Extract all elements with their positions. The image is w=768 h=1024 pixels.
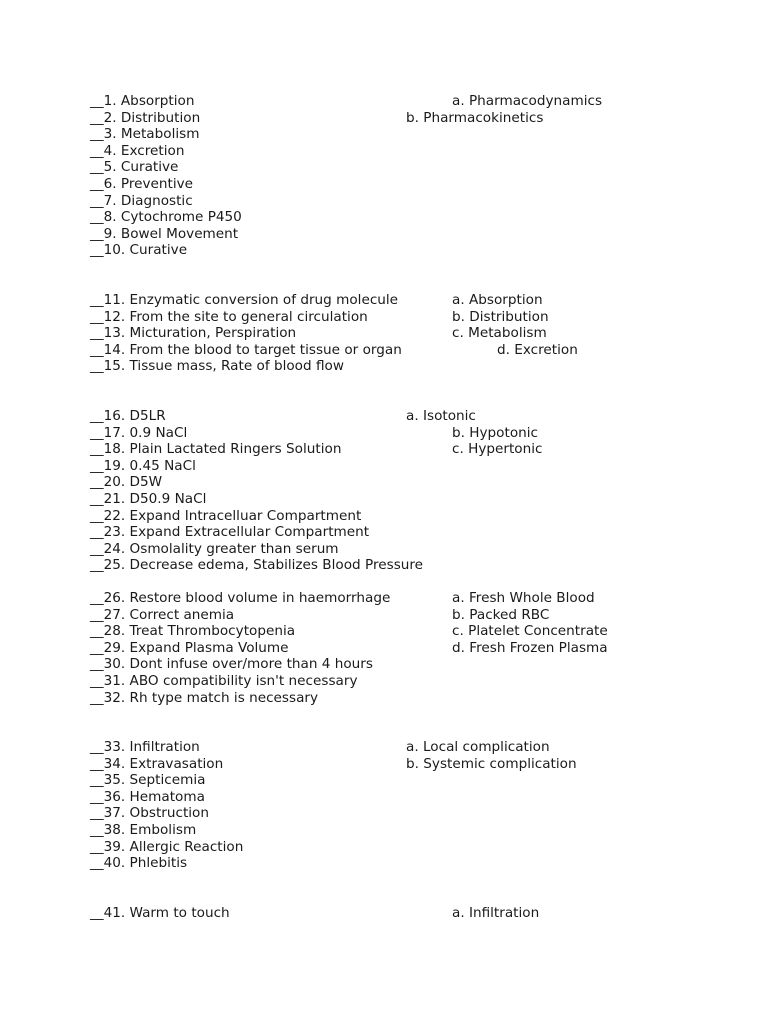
answer-choice: a. Local complication [406, 739, 550, 755]
question-item: __20. D5W [90, 474, 163, 491]
question-item: __13. Micturation, Perspiration [90, 325, 297, 342]
question-item: __4. Excretion [90, 142, 185, 159]
question-item: __37. Obstruction [90, 805, 209, 822]
question-item: __19. 0.45 NaCl [90, 457, 196, 474]
question-item: __9. Bowel Movement [90, 225, 239, 242]
question-item: __33. Infiltration [90, 739, 200, 755]
question-item: __5. Curative [90, 159, 179, 176]
question-item: __41. Warm to touch [90, 905, 230, 921]
answer-choice: d. Fresh Frozen Plasma [452, 639, 608, 656]
question-item: __21. D50.9 NaCl [90, 491, 207, 507]
answer-choice: a. Infiltration [452, 905, 540, 921]
question-item: __28. Treat Thrombocytopenia [90, 623, 296, 640]
answer-choice: b. Packed RBC [452, 606, 550, 623]
answer-choice: a. Pharmacodynamics [452, 93, 603, 109]
question-item: __17. 0.9 NaCl [90, 424, 188, 441]
question-item: __7. Diagnostic [90, 192, 193, 209]
question-item: __6. Preventive [90, 176, 194, 192]
answer-choice: c. Hypertonic [452, 441, 543, 458]
question-item: __39. Allergic Reaction [90, 838, 244, 855]
question-item: __2. Distribution [90, 109, 201, 126]
question-item: __38. Embolism [90, 822, 197, 838]
question-item: __25. Decrease edema, Stabilizes Blood Pressure [90, 557, 424, 574]
question-item: __24. Osmolality greater than serum [90, 540, 339, 557]
answer-choice: a. Fresh Whole Blood [452, 590, 595, 606]
question-item: __18. Plain Lactated Ringers Solution [90, 441, 342, 458]
answer-choice: c. Platelet Concentrate [452, 623, 608, 640]
question-item: __23. Expand Extracellular Compartment [90, 524, 370, 541]
question-item: __30. Dont infuse over/more than 4 hours [90, 656, 373, 673]
question-item: __35. Septicemia [90, 772, 206, 789]
question-item: __15. Tissue mass, Rate of blood flow [90, 358, 344, 375]
answer-choice: b. Pharmacokinetics [406, 109, 544, 126]
question-item: __1. Absorption [90, 93, 195, 109]
question-item: __29. Expand Plasma Volume [90, 639, 289, 656]
question-item: __40. Phlebitis [90, 855, 188, 872]
question-item: __11. Enzymatic conversion of drug molecule [90, 292, 399, 308]
answer-choice: a. Isotonic [406, 408, 476, 424]
question-item: __26. Restore blood volume in haemorrhage [90, 590, 391, 606]
answer-choice: b. Systemic complication [406, 755, 577, 772]
question-item: __34. Extravasation [90, 755, 224, 772]
answer-choice: d. Excretion [497, 341, 578, 358]
question-item: __32. Rh type match is necessary [90, 689, 319, 706]
question-item: __16. D5LR [90, 408, 166, 424]
answer-choice: b. Distribution [452, 308, 549, 325]
question-item: __27. Correct anemia [90, 606, 235, 623]
answer-choice: b. Hypotonic [452, 424, 538, 441]
question-item: __12. From the site to general circulation [90, 308, 368, 325]
question-item: __3. Metabolism [90, 126, 200, 143]
question-item: __36. Hematoma [90, 788, 205, 805]
question-item: __10. Curative [90, 242, 188, 259]
answer-choice: a. Absorption [452, 292, 543, 308]
question-item: __31. ABO compatibility isn't necessary [90, 673, 358, 689]
question-item: __14. From the blood to target tissue or organ [90, 341, 402, 358]
answer-choice: c. Metabolism [452, 325, 547, 342]
question-item: __8. Cytochrome P450 [90, 209, 242, 226]
question-item: __22. Expand Intracelluar Compartment [90, 507, 362, 524]
